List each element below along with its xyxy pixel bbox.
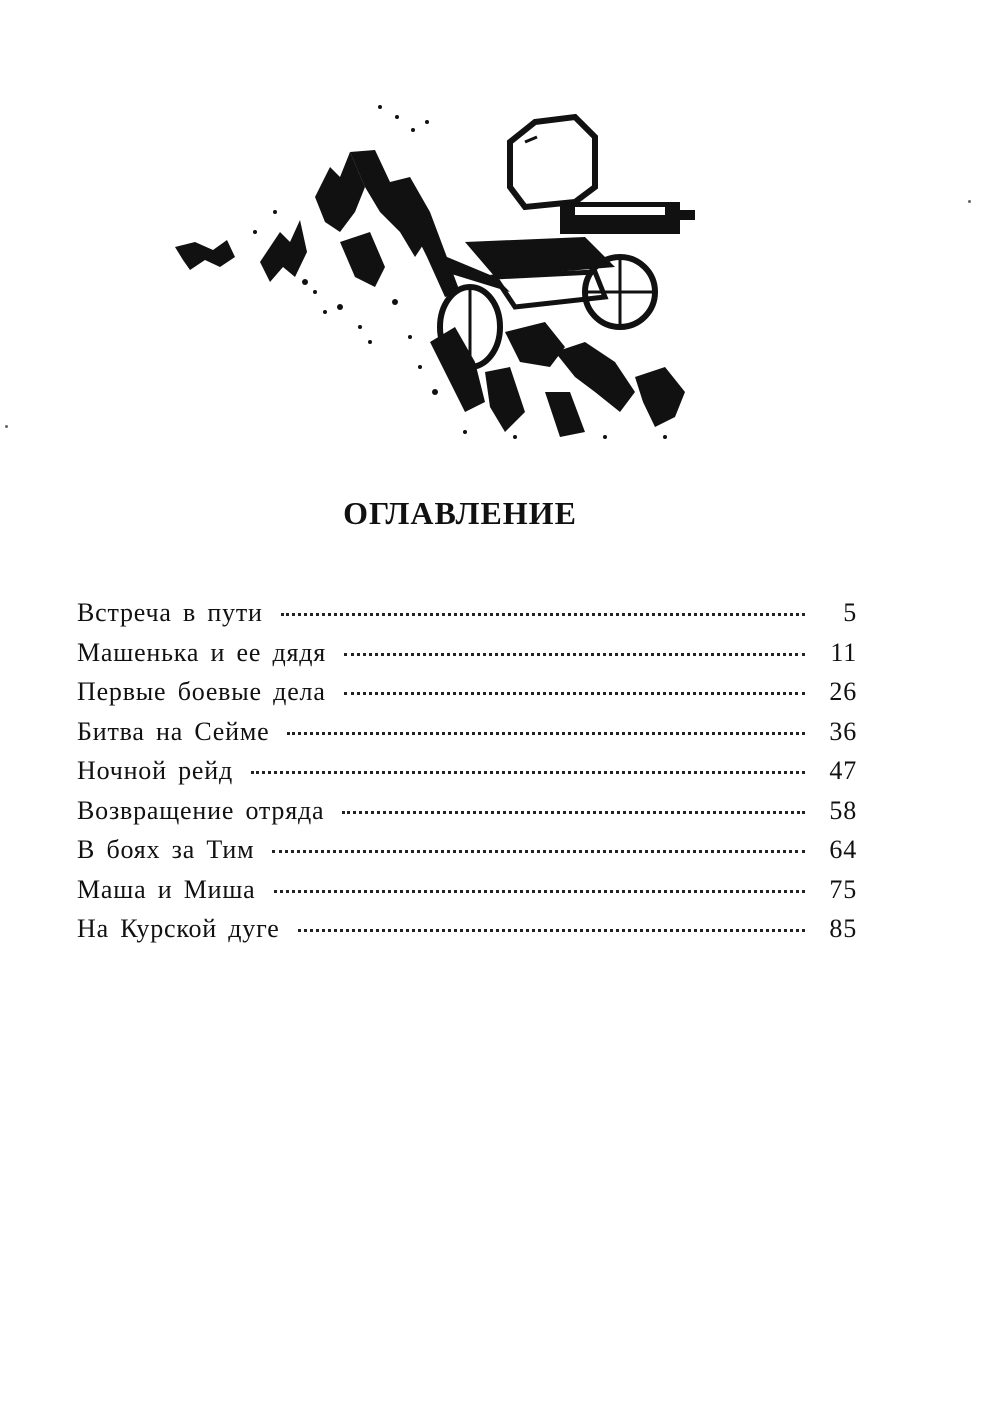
toc-entry[interactable] bbox=[77, 835, 857, 875]
toc-page-number: 85 bbox=[829, 914, 857, 943]
dot-leader bbox=[272, 850, 805, 853]
machine-gun-sketch-icon bbox=[165, 92, 715, 452]
toc-page-number: 26 bbox=[829, 677, 857, 706]
toc-entry-title: Машенька и ее дядя bbox=[77, 637, 327, 667]
toc-page-number: 47 bbox=[829, 756, 857, 785]
toc-entry-title: На Курской дуге bbox=[77, 914, 280, 943]
toc-page-number: 75 bbox=[829, 874, 857, 904]
toc-entry-title: Ночной рейд bbox=[77, 756, 233, 785]
toc-entry[interactable] bbox=[77, 717, 857, 757]
toc-entry-title: Встреча в пути bbox=[77, 598, 263, 627]
toc-entry[interactable] bbox=[77, 875, 857, 915]
toc-page-number: 36 bbox=[829, 716, 857, 746]
table-of-contents bbox=[77, 598, 857, 954]
toc-page-number: 64 bbox=[829, 835, 857, 864]
toc-entry[interactable] bbox=[77, 677, 857, 717]
toc-entry[interactable] bbox=[77, 796, 857, 836]
toc-entry[interactable] bbox=[77, 638, 857, 678]
toc-entry[interactable] bbox=[77, 598, 857, 638]
toc-entry[interactable] bbox=[77, 914, 857, 954]
toc-entry[interactable] bbox=[77, 756, 857, 796]
dot-leader bbox=[344, 653, 805, 656]
toc-entry-title: Маша и Миша bbox=[77, 874, 256, 904]
toc-entry-title: Возвращение отряда bbox=[77, 795, 325, 825]
dot-leader bbox=[298, 929, 805, 932]
dot-leader bbox=[287, 732, 805, 735]
toc-entry-title: Первые боевые дела bbox=[77, 677, 326, 706]
toc-entry-title: Битва на Сейме bbox=[77, 716, 270, 746]
toc-page-number: 5 bbox=[843, 598, 857, 627]
print-speck bbox=[5, 425, 8, 428]
dot-leader bbox=[251, 771, 805, 774]
dot-leader bbox=[342, 811, 805, 814]
toc-entry-title: В боях за Тим bbox=[77, 835, 255, 864]
print-speck bbox=[968, 200, 971, 203]
toc-page-number: 58 bbox=[829, 795, 857, 825]
toc-page-number: 11 bbox=[830, 637, 857, 667]
dot-leader bbox=[281, 613, 805, 616]
dot-leader bbox=[344, 692, 805, 695]
dot-leader bbox=[274, 890, 805, 893]
page-title: ОГЛАВЛЕНИЕ bbox=[343, 495, 577, 531]
